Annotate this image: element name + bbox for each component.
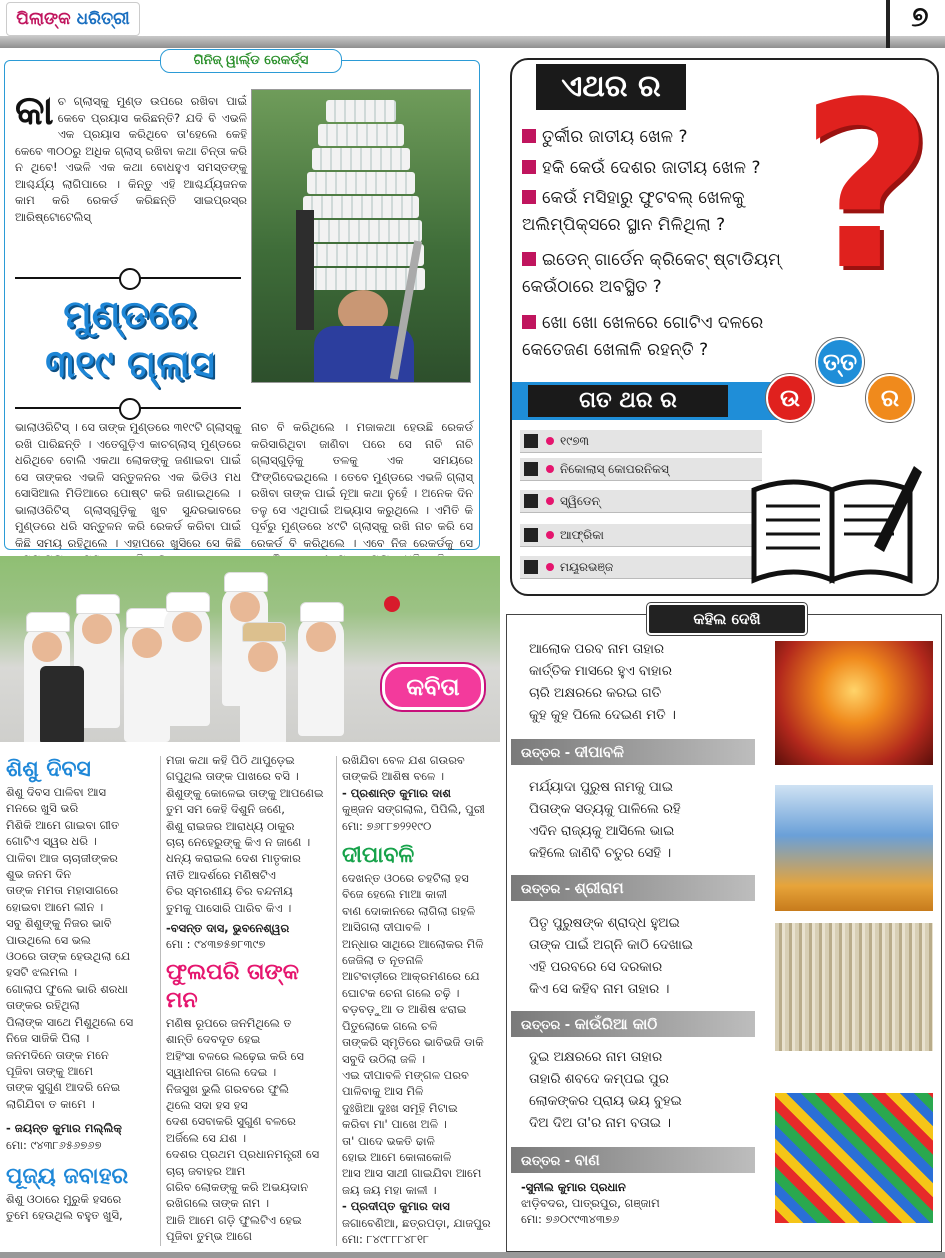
diya-photo xyxy=(775,641,933,765)
poem-line: ତା' ପାଦେ ଭକତି ଢାଳି xyxy=(342,1133,435,1148)
fireworks-photo xyxy=(775,1093,933,1223)
quiz-question: ତୁର୍କୀର ଜାତୀୟ ଖେଳ ? xyxy=(522,124,822,151)
answer-circle-3: ର xyxy=(866,374,914,422)
poem-line: ପାଉଥିଲେ ସେ ଭଲ xyxy=(6,932,91,947)
poem-line: ପୂଜିବା ତାଙ୍କୁ ଆମେ xyxy=(6,1063,93,1078)
kavita-badge: କବିତା xyxy=(382,664,484,710)
poem-line: ହୋଇ ଆମେ କୋଳାକୋଳି xyxy=(342,1149,452,1164)
poem-line: ଚାଚା ଜବାହର ଆମ xyxy=(166,1163,246,1178)
poem-line: ହସଟି ଝଲମଲ । xyxy=(6,965,78,980)
brand-part2: ଧରିତ୍ରୀ xyxy=(76,9,130,29)
poem-line: ଶିଶୁ ରାଇଜର ଆରାଧ୍ୟ ଠାକୁର xyxy=(166,818,295,833)
poem-line: ଗରିବ ଲୋକଙ୍କୁ କରି ଅଭୟଦାନ xyxy=(166,1179,309,1194)
article-body-right: ନାଚ ବି କରିଥିଲେ । ମଜାକଥା ହେଉଛି ରେକର୍ଡ କରିସାରିଥିବା ଜାଣିବା ପରେ ସେ ନାଚି ନାଚି ଗ୍ଲାସ୍‌ଗୁଡ଼ିକୁ ତଳକୁ ଏକ ସମୟରେ ଫିଙ୍ଗିଦେଇଥିଲେ । ତେବେ ମୁଣ୍ଡରେ ଏଭଳି ଗ୍ଲାସ୍ ରଖିବା ତାଙ୍କ ପାଇଁ ନୂଆ କଥା ନୁହେଁ । ଅନେକ ଦିନ ତଳୁ ସେ ଏଥିପାଇଁ ଅଭ୍ୟାସ କରୁଥିଲେ । ଏମିତି କି ପୂର୍ବରୁ ମୁଣ୍ଡରେ ୪୯ଟି ଗ୍ଲାସ୍କୁ ରଖି ନାଚ କରି ସେ ରେକର୍ଡ ବି କରିଥିଲେ । ଏବେ ନିଜ ରେକର୍ଡକୁ ସେ xyxy=(251,420,473,550)
headline-line1: ମୁଣ୍ଡରେ xyxy=(63,292,197,336)
jute-sticks-photo xyxy=(775,923,933,1051)
poem-lines xyxy=(166,1015,334,1245)
poem-line: ନିଜେ ସାଜିକି ପିଲା । xyxy=(6,1031,90,1046)
poem-line: ଅନ୍ଧାର ସାଥିରେ ଆଲୋକର ମିଳି xyxy=(342,936,484,951)
poem-line: ତୁମେ ହେଉଥିଲ ବହୁତ ଖୁସି, xyxy=(6,1208,123,1223)
quiz-question: ହକି କେଉଁ ଦେଶର ଜାତୀୟ ଖେଳ ? xyxy=(522,155,822,182)
article-kicker: ଗିନିଜ୍ ୱାର୍ଲ୍ଡ ରେକର୍ଡ୍ସ xyxy=(160,49,342,73)
poem-line: କରିବା ମା' ପାଖେ ଅଳି । xyxy=(342,1117,447,1132)
header-divider xyxy=(886,0,890,48)
poem-column-1 xyxy=(6,756,154,1224)
poem-line: ମିଶିକି ଆମେ ଗାଇବା ଗୀତ xyxy=(6,817,120,832)
poem-line: ଘୋଟକ ଚେନା ଗଲେ ଚଢ଼ି । xyxy=(342,985,460,1000)
poem-author: -ବସନ୍ତ ଦାସ, ଭୁବନେଶ୍ୱର xyxy=(166,921,290,936)
book-icon xyxy=(744,460,924,590)
poem-phone: ମୋ: ୯୪୩୮୬୫୬୭୬୭ xyxy=(6,1137,102,1152)
quiz-title: ଏଥର ର xyxy=(536,64,686,110)
brand-part1: ପିଲାଙ୍କ xyxy=(16,9,71,29)
riddle-text: ମର୍ଯ୍ୟାଦା ପୁରୁଷ ନାମକୁ ପାଇ ପିତାଙ୍କ ସତ୍ୟକୁ ପାଳିଲେ ରହି ଏଦିନ ରାଜ୍ୟକୁ ଆସିଲେ ଭାଇ କହିଲେ ଜାଣିବି ଚତୁର ସେହି । xyxy=(529,780,681,861)
question-mark-icon: ? xyxy=(800,54,934,321)
poem-line: ତାଙ୍କରି ଆଶିଷ ବଳେ । xyxy=(342,769,445,784)
children-photo xyxy=(0,556,500,742)
poem-line: ରଖିଗଲେ ତାଙ୍କ ନାମ । xyxy=(166,1196,270,1211)
poem-author: - ପ୍ରଦୀପ୍ତ କୁମାର ଦାସ xyxy=(342,1199,450,1214)
quiz-question: କେଉଁ ମସିହାରୁ ଫୁଟବଲ୍ ଖେଳକୁ ଅଲିମ୍ପିକ୍ସରେ ସ୍ଥାନ ମିଳିଥିଲା ? xyxy=(522,188,745,235)
previous-answer: ସ୍ୱିଡେନ୍ xyxy=(520,490,762,513)
poem-line: ଚାଚା ନେହେରୁଙ୍କୁ କିଏ ନ ଜାଣେ । xyxy=(166,835,311,850)
poem-line: ବିଜେ ହେଲେ ମାଆ କାଳୀ xyxy=(342,887,448,902)
previous-answer: ନିକୋଲାସ୍ କୋପରନିକସ୍ xyxy=(520,458,762,481)
poem-line: ଓଠରେ ତାଙ୍କ ହେଉଥିଲା ଯେ xyxy=(6,949,131,964)
drop-cap: କା xyxy=(15,88,54,134)
article-intro xyxy=(15,88,247,269)
article-intro-text: ଚ ଗ୍ଲାସ୍କୁ ମୁଣ୍ଡ ଉପରେ ରଖିବା ପାଇଁ କେବେ ପ୍ରୟାସ କରିଛନ୍ତି? ଯଦି ବି ଏଭଳି ଏକ ପ୍ରୟାସ କରିଥିବେ ତା'ହେଲେ କେହି କେବେ ୩୦୦ରୁ ଅଧିକ ଗ୍ଲାସ୍ ରଖିବା କଥା ଚିନ୍ତା କରି ନ ଥିବେ! ଏଭଳି ଏକ କଥା ବୋଧହୁଏ ସମସ୍ତଙ୍କୁ ଆଶ୍ଚର୍ଯ୍ୟ ଲାଗିପାରେ । କିନ୍ତୁ ଏହି ଆଶ୍ଚର୍ଯ୍ୟଜନକ କାମ କରି ରେକର୍ଡ କରିଛନ୍ତି ସାଇପ୍ରସ୍‌ର ଆରିଷ୍ଟୋଟେଲିସ୍ xyxy=(15,94,247,224)
poem-address: ଜଗାବେଣିଆ, ଛତ୍ରପଡ଼ା, ଯାଜପୁର xyxy=(342,1215,491,1230)
poem-author: - ଜୟନ୍ତ କୁମାର ମଲ୍ଲିକ୍ xyxy=(6,1121,122,1136)
poem-line: ସ୍ୱାଧୀନତା ଗଲେ ଦେଇ । xyxy=(166,1065,277,1080)
poem-line: ତୁମ ସମ କେହି ଦିଶୁନି ଜଣେ, xyxy=(166,802,285,817)
glass-tower-photo xyxy=(251,89,471,383)
poem-line: ଅହିଂସା ବଳରେ ଲଢ଼େଇ କରି ସେ xyxy=(166,1048,304,1063)
poem-line: ପୂଜିବା ତୁମ୍ଭ ଆଗେ xyxy=(166,1229,252,1244)
poem-line: ଜୟ ଜୟ ମହା କାଳୀ । xyxy=(342,1182,437,1197)
poem-line: ଶିଶୁ ଓଠାରେ ମୁରୁକି ହସରେ xyxy=(6,1191,122,1206)
riddle-answer: ଉତ୍ତର - ଶ୍ରୀରାମ xyxy=(511,875,755,901)
article-body-left: ଭାଲାଓରିଟିସ୍ । ସେ ତାଙ୍କ ମୁଣ୍ଡରେ ୩୧୯ଟି ଗ୍ଲାସ୍କୁ ରଖି ପାରିଛନ୍ତି । ଏତେଗୁଡ଼ିଏ କାଚଗ୍ଲାସ୍ ମୁଣ୍ଡରେ ଧରିଥିବେ ବୋଲି ଏକଥା ଲୋକଙ୍କୁ ଜଣାଇବା ପାଇଁ ସେ ତାଙ୍କର ଏଭଳି ସନ୍ତୁଳନର ଏକ ଭିଡିଓ ମଧ ସୋସିଆଲ ମିଡିଆରେ ପୋଷ୍ଟ କରି ଜଣାଇଥିଲେ । ଭାଲାଓରିଟିସ୍ ଗ୍ଲାସ୍‌ଗୁଡ଼ିକୁ ଖୁବ ସୁନ୍ଦରଭାବରେ ମୁଣ୍ଡରେ ଧରି ସନ୍ତୁଳନ କରି ରେକର୍ଡ କରିବା ପାଇଁ କିଛି ସମୟ ରହିଥିଲେ । ଏହାପରେ ଖୁସିରେ ସେ କିଛି xyxy=(15,420,241,550)
poem-lines xyxy=(6,1191,154,1224)
poem-line: ଶୁଭ ଜନମ ଦିନ xyxy=(6,867,72,882)
poem-line: ଆଜି ଆମେ ଗଡ଼ି ଫୁଲଟିଏ ହେଇ xyxy=(166,1212,302,1227)
poem-line: ଆସିଗଲା ଦୀପାବଳି । xyxy=(342,920,430,935)
poem-line: ତାଙ୍କର ରହିଥିଲା xyxy=(6,998,80,1013)
poem-line: ଦେଶର ପ୍ରଥମ ପ୍ରଧାନମନ୍ତ୍ରୀ ସେ xyxy=(166,1147,320,1162)
poem-line: ତୁମକୁ ପାସୋରି ପାରିବ କିଏ । xyxy=(166,900,292,915)
poem-line: ଥିଲେ ସଦା ହସ ହସ xyxy=(166,1097,248,1112)
answer-circle-1: ଉ xyxy=(766,374,814,422)
poem-line: ଏଇ ଦୀପାବଳି ମଙ୍ଗଳ ପରବ xyxy=(342,1067,469,1082)
previous-answer: ୧୯୭୩ xyxy=(520,430,762,453)
poem-line: ସବୁଦି ଉଠିଲା ଜଳି । xyxy=(342,1051,426,1066)
quiz-panel xyxy=(510,54,939,596)
poem-line: ଗୋଟିଏ ସ୍ୱର ଧରି । xyxy=(6,834,97,849)
headline-line2: ୩୧୯ ଗ୍ଲାସ xyxy=(45,342,215,386)
previous-answers-bar xyxy=(512,382,780,420)
poem-title: ଶିଶୁ ଦିବସ xyxy=(6,757,91,782)
poem-phone: ମୋ: ୭୬୮୮୭୨୨୧୯୦ xyxy=(342,818,432,833)
poem-line: ମଜା କଥା କହି ପିଠି ଥାପୁଡ଼େଇ xyxy=(166,753,295,767)
poem-line: ଦୁଃଖିଆ ଦୁଃଖ ସମୂହି ମିଟାଇ xyxy=(342,1100,458,1115)
poem-line: ପାଳିବାକୁ ଆସ ମିଳି xyxy=(342,1084,424,1099)
poem-lines xyxy=(342,870,502,1198)
poem-line: ଲାଗିଯିବା ତ କାମେ । xyxy=(6,1096,95,1111)
poem-line: ଗପୁଥିଲ ତାଙ୍କ ପାଖରେ ବସି । xyxy=(166,769,299,784)
poem-line: ଧନ୍ୟ କରାଇଲ ଦେଶ ମାତୃକାର xyxy=(166,851,301,866)
poem-line: ଅର୍ଜିଲେ ସେ ଯଶ । xyxy=(166,1130,247,1145)
poem-line: ନୀତି ଆଦର୍ଶରେ ମଣିଷଟିଏ xyxy=(166,867,276,882)
riddle-answer: ଉତ୍ତର - ଦୀପାବଳି xyxy=(511,739,755,765)
previous-answer: ଆଫ୍ରିକା xyxy=(520,524,762,547)
poem-line: ଶିଶୁ ଦିବସ ପାଳିବା ଆସ xyxy=(6,785,106,799)
poem-line: ପିଲାଙ୍କ ସାଥେ ମିଶୁଥିଲେ ସେ xyxy=(6,1014,134,1029)
poem-address: କୁଞ୍ଜନ ସଙ୍ଗଲାଲ, ପିପିଲି, ପୁରୀ xyxy=(342,802,485,817)
riddles-title: କହିଲ ଦେଖି xyxy=(647,603,807,635)
footer-bar xyxy=(0,1252,945,1258)
poem-line: ଆସ ଆସ ସାଥୀ ଗାଇଯିବା ଆମେ xyxy=(342,1166,482,1181)
poem-line: ଦେଖନ୍ତ ଓଠରେ ଚହଟିଲା ହସ xyxy=(342,871,469,886)
quiz-question: ଖୋ ଖୋ ଖେଳରେ ଗୋଟିଏ ଦଳରେ କେତେଜଣ ଖେଳାଳି ରହନ୍ତି ? xyxy=(522,313,764,360)
poem-line: ସବୁ ଶିଶୁଙ୍କୁ ନିଜର ଭାବି xyxy=(6,916,112,931)
page-number: ୭ xyxy=(911,0,929,33)
poem-author: - ପ୍ରଶାନ୍ତ କୁମାର ଦାଶ xyxy=(342,785,451,800)
previous-answer: ମୟୂରଭଞ୍ଜ xyxy=(520,556,762,579)
poem-line: ଶାନ୍ତି ଦେବଦୂତ ହେଇ xyxy=(166,1032,261,1047)
poem-title: ଦୀପାବଳି xyxy=(342,843,415,869)
poem-line: ବଡ଼ବଡ଼ୁଆ ଡ ଆଶିଷ ଝରାଇ xyxy=(342,1002,467,1017)
riddle-answer: ଉତ୍ତର - ବାଣ xyxy=(511,1147,755,1173)
poem-line: ଶିଶୁଙ୍କୁ କୋଳେଇ ତାଙ୍କୁ ଆପଣେଇ xyxy=(166,785,324,800)
poem-line: ଆଟବାଡ଼ୀରେ ଆକ୍ରମଣରେ ଯେ xyxy=(342,969,480,984)
previous-answers-title: ଗତ ଥର ର xyxy=(528,385,728,417)
rama-image xyxy=(775,785,933,911)
article-headline xyxy=(17,289,243,401)
riddle-text: ଦୁଇ ଅକ୍ଷରରେ ନାମ ତାହାର ତାହାରି ଶବଦେ କମ୍ପଇ ପୁର ଲୋକଙ୍କର ପ୍ରାୟ ଭୟ ବୁହଇ ଦିଅ ଦିଅ ତା'ର ନାମ ବତାଇ । xyxy=(529,1050,682,1131)
riddle-text: ଆଲୋକ ପରବ ନାମ ତାହାର କାର୍ତ୍ତିକ ମାସରେ ହୁଏ ବାହାର ଚାରି ଅକ୍ଷରରେ କରଇ ଗତି କୁହ କୁହ ପିଲେ ଦେଇଣ ମତି । xyxy=(529,642,676,723)
riddle-answer: ଉତ୍ତର - କାଉଁରିଆ କାଠି xyxy=(511,1011,755,1037)
poem-line: ମନରେ ଖୁସି ଭରି xyxy=(6,801,79,816)
page-header xyxy=(0,0,945,50)
poem-line: ତାଙ୍କ ମମତା ମହାସାଗରେ xyxy=(6,883,119,898)
poem-phone: ମୋ : ୯୪୩୭୫୭୮୩୯୭ xyxy=(166,937,266,952)
poem-title: ଫୁଲପରି ତାଙ୍କ ମନ xyxy=(166,959,300,1013)
divider-bottom xyxy=(15,407,241,409)
riddles-credit: -ସୁନୀଲ କୁମାର ପ୍ରଧାନ ଝାଡ଼ିବଦର, ପାତ୍ରପୁର, ଗଞ୍ଜାମ ମୋ: ୭୬୦୯୯୩୪୩୭୬ xyxy=(521,1180,660,1226)
guinness-article xyxy=(4,53,480,550)
poem-phone: ମୋ: ୮୪୯୮୮୮୪୮୧୮ xyxy=(342,1231,429,1246)
poem-line: ତାଙ୍କରି ସ୍ମୃତିରେ ଭାବିଭଜି ଡାକି xyxy=(342,1035,484,1050)
poem-lines xyxy=(342,752,502,785)
divider-top xyxy=(15,277,241,279)
riddles-panel xyxy=(506,610,942,1252)
poem-line: ନିଜସୁଖ ଭୁଲି ଗରବରେ ଫୁଲି xyxy=(166,1081,289,1096)
answer-circle-2: ତ୍ତ xyxy=(816,338,864,386)
poem-line: ହୋଇବା ଆମେ ଲୀନ । xyxy=(6,899,104,914)
poem-line: ପିତୁଲୋକେ ଗଲେ ଚଳି xyxy=(342,1018,438,1033)
poem-line: ଚିର ସ୍ମରଣୀୟ ଚିର ବନ୍ଦନୀୟ xyxy=(166,884,293,899)
riddle-text: ପିତୃ ପୁରୁଷଙ୍କ ଶ୍ରାଦ୍ଧ ହୁଅଇ ତାଙ୍କ ପାଇଁ ଅଗ୍ନି କାଠି ଦେଖାଇ ଏହି ପରବରେ ସେ ଦରକାର କିଏ ସେ କହିବ ନାମ ତାହାର । xyxy=(529,916,693,997)
poem-line: ଦେଶ ସେବାକରି ସୁଗୁଣ ବଳରେ xyxy=(166,1114,296,1129)
poem-line: ଜେଜିଲା ତ ନୂତନାଳି xyxy=(342,953,424,968)
poem-line: ବାଣ ଦୋକାନରେ ଲାଗିଲା ଗହଳି xyxy=(342,903,476,918)
poem-line: ମଣିଷ ରୂପରେ ଜନମିଥିଲେ ତ xyxy=(166,1015,292,1030)
poem-lines xyxy=(6,784,154,1112)
poem-column-2 xyxy=(166,752,334,1245)
poem-line: ଜନମଦିନେ ତାଙ୍କ ମନେ xyxy=(6,1047,109,1062)
quiz-question: ଇଡେନ୍ ଗାର୍ଡେନ କ୍ରିକେଟ୍ ଷ୍ଟାଡିୟମ୍ କେଉଁଠାରେ ଅବସ୍ଥିତ ? xyxy=(522,250,781,297)
header-bar xyxy=(0,36,945,48)
section-brand xyxy=(6,2,140,36)
poem-line: ପାଳିବା ଆଜ ଚାଚାଜୀଙ୍କର xyxy=(6,850,118,865)
poem-column-3 xyxy=(342,752,502,1247)
poem-line: ଗୋଲାପ ଫୁଲେ ଭାରି ଶରଧା xyxy=(6,981,128,996)
poem-line: ରଖିଯିବା ବେଳ ଯଶ ଗଉରବ xyxy=(342,753,465,767)
poem-lines xyxy=(166,752,334,916)
poem-line: ତାଙ୍କ ସୁଗୁଣ ଆଦରି ନେଇ xyxy=(6,1080,121,1095)
poem-title: ପୂଜ୍ୟ ଜବାହର xyxy=(6,1163,129,1189)
